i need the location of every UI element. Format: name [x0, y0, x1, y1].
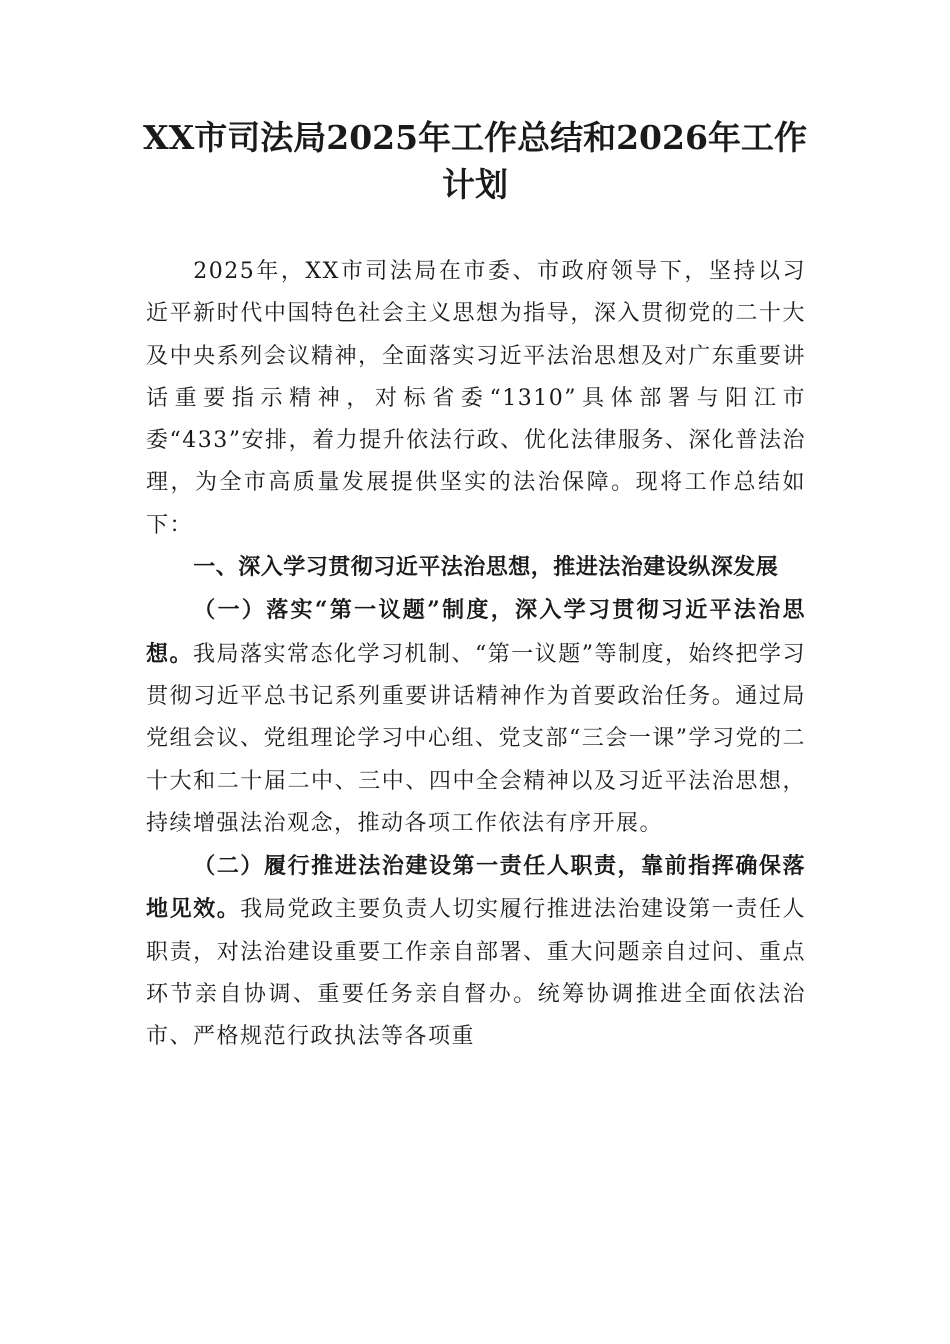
subsection-text-1: 我局落实常态化学习机制、“第一议题”等制度，始终把学习贯彻习近平总书记系列重要讲话精神作为首要政治任务。通过局党组会议、党组理论学习中心组、党支部“三会一课”学习党的二十大和二十届二中、三中、四中全会精神以及习近平法治思想，持续增强法治观念，推动各项工作依法有序开展。 — [146, 641, 807, 836]
document-body — [146, 251, 806, 1059]
subsection-lead-2: （二）履行推进法治建设第一责任人职责，靠前指挥确保落地见效。 — [146, 853, 806, 923]
subsection-text-2: 我局党政主要负责人切实履行推进法治建设第一责任人职责，对法治建设重要工作亲自部署、重大问题亲自过问、重点环节亲自协调、重要任务亲自督办。统筹协调推进全面依法治市、严格规范行政执法等各项重 — [146, 897, 806, 1050]
subsection-paragraph-2 — [146, 845, 806, 1058]
document-title: XX市司法局2025年工作总结和2026年工作计划 — [143, 118, 807, 204]
subsection-lead-1: （一）落实“第一议题”制度，深入学习贯彻习近平法治思想。 — [146, 597, 806, 667]
section-heading-1: 一、深入学习贯彻习近平法治思想，推进法治建设纵深发展 — [193, 555, 779, 581]
intro-paragraph: 2025年，XX市司法局在市委、市政府领导下，坚持以习近平新时代中国特色社会主义思想为指导，深入贯彻党的二十大及中央系列会议精神，全面落实习近平法治思想及对广东重要讲话重要指示精神，对标省委“1310”具体部署与阳江市委“433”安排，着力提升依法行政、优化法律服务、深化普法治理，为全市高质量发展提供坚实的法治保障。现将工作总结如下： — [146, 259, 806, 538]
subsection-paragraph-1 — [146, 589, 806, 845]
